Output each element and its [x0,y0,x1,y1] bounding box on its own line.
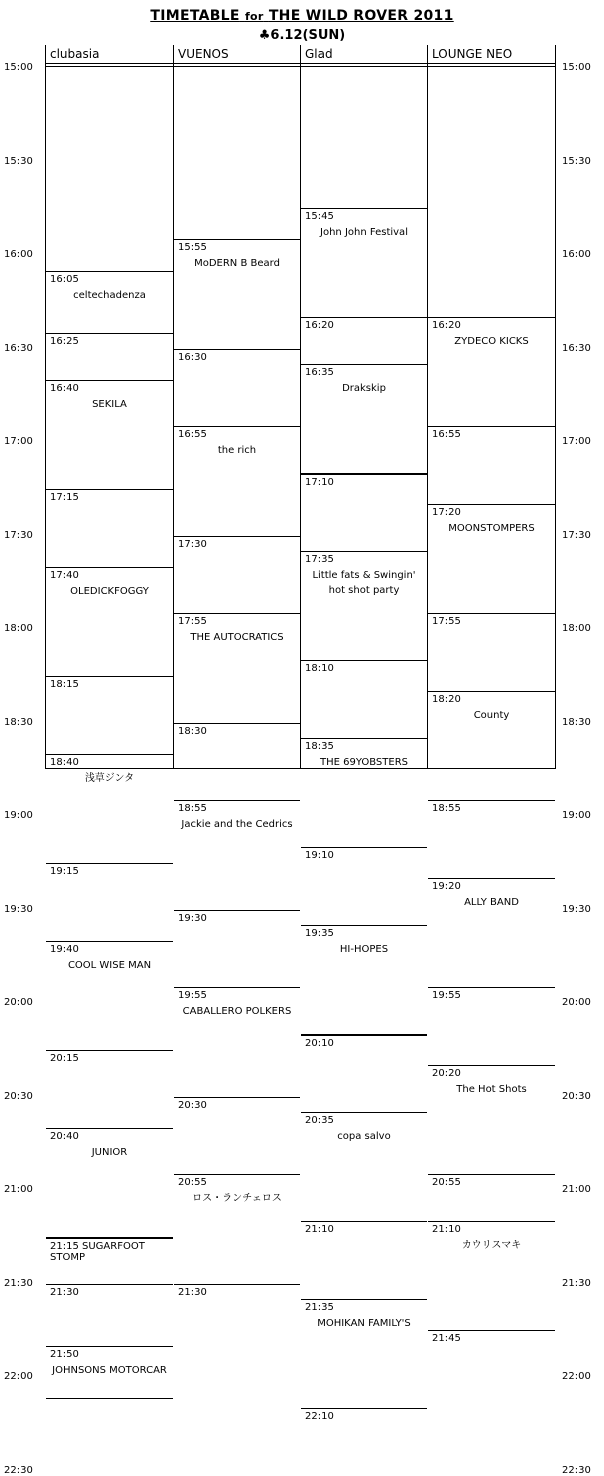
time-label-left: 17:30 [4,529,33,541]
time-label-left: 16:00 [4,249,33,260]
act-name: County [473,710,510,722]
slot-start-time: 20:55 [178,1177,207,1189]
time-slot [46,754,173,863]
act-name: John John Festival [320,227,408,239]
slot-start-time: 19:20 [432,881,461,893]
time-label-left: 20:30 [4,1090,33,1102]
time-slot [301,1221,427,1299]
stage-column [174,45,301,1298]
time-slot [46,676,173,754]
header-rule [428,66,555,67]
time-slot [428,878,555,987]
time-slot [174,910,300,988]
stage-name: Glad [301,45,427,64]
time-label-right: 20:30 [562,1090,591,1102]
time-slot [301,473,427,551]
slot-start-time: 16:20 [305,320,334,332]
time-slot [301,847,427,925]
act-name: copa salvo [337,1131,391,1143]
slot-start-time: 17:55 [178,616,207,628]
slot-start-time: 18:30 [178,725,207,737]
time-label-left: 22:00 [4,1371,33,1382]
slot-start-time: 20:20 [432,1068,461,1080]
slot-start-time: 16:55 [432,429,461,441]
slot-start-time: 18:55 [432,803,461,815]
slot-start-time: 16:20 [432,320,461,332]
act-name: MoDERN B Beard [194,258,280,270]
time-label-left: 18:30 [4,716,33,728]
slot-start-time: 15:55 [178,242,207,254]
time-label-right: 15:30 [562,155,591,167]
act-name: OLEDICKFOGGY [70,585,149,597]
act-name: ロス・ランチェロス [192,1193,282,1205]
act-name: ALLY BAND [464,897,519,909]
time-label-right: 17:00 [562,436,591,447]
slot-start-time: 19:55 [432,990,461,1002]
slot-start-time: 18:10 [305,663,334,675]
slot-start-time: 16:35 [305,367,334,379]
act-name: カウリスマキ [461,1240,522,1252]
act-name: the rich [217,445,257,457]
slot-start-time: 19:35 [305,928,334,940]
time-slot [174,536,300,614]
time-slot [428,317,555,426]
slot-start-time: 19:55 [178,990,207,1002]
time-slot [301,551,427,660]
act-name: THE 69YOBSTERS [319,757,409,769]
slot-start-time: 18:20 [432,694,461,706]
slot-start-time: 19:10 [305,850,334,862]
time-slot [301,738,427,847]
time-slot [46,333,173,380]
slot-start-time: 20:15 [50,1052,79,1064]
time-slot [428,1065,555,1174]
act-name: JOHNSONS MOTORCAR [52,1364,167,1376]
slot-start-time: 17:15 [50,491,79,503]
time-label-right: 18:00 [562,623,591,634]
time-slot [46,380,173,489]
stage-name: LOUNGE NEO [428,45,555,64]
act-name: Drakskip [342,383,386,395]
act-name: JUNIOR [91,1146,128,1158]
slot-start-time: 18:40 [50,756,79,768]
time-slot [301,317,427,364]
slot-start-time: 21:35 [305,1302,334,1314]
page-title: TIMETABLE for THE WILD ROVER 2011 [150,8,454,24]
time-slot [174,426,300,535]
slot-start-time: 19:30 [178,912,207,924]
time-label-left: 22:30 [4,1464,33,1476]
time-label-left: 21:00 [4,1184,33,1195]
slot-start-time: 17:30 [178,538,207,550]
time-slot [174,987,300,1096]
time-slot [174,239,300,348]
act-name: SEKILA [92,398,127,410]
time-slot [174,1097,300,1175]
slot-start-time: 16:40 [50,382,79,394]
slot-start-time: 21:45 [432,1333,461,1345]
slot-start-time: 21:10 [432,1224,461,1236]
slot-start-time: 18:15 [50,678,79,690]
time-slot [46,863,173,941]
act-name: ZYDECO KICKS [454,336,529,348]
time-label-left: 18:00 [4,623,33,634]
time-label-left: 20:00 [4,997,33,1008]
time-slot [301,925,427,1034]
time-slot [174,1174,300,1283]
act-name: HI-HOPES [339,944,389,956]
time-label-right: 21:30 [562,1277,591,1289]
act-name: 浅草ジンタ [84,772,135,784]
time-slot [46,567,173,676]
time-label-right: 21:00 [562,1184,591,1195]
slot-start-time: 16:30 [178,351,207,363]
time-slot [428,1221,555,1330]
time-label-right: 22:30 [562,1464,591,1476]
time-slot [46,941,173,1050]
slot-start-time: 21:30 [50,1286,79,1298]
time-slot [428,426,555,504]
time-label-left: 16:30 [4,342,33,354]
time-label-right: 15:00 [562,62,591,73]
time-label-right: 16:00 [562,249,591,260]
time-slot [46,1284,173,1346]
time-slot [46,271,173,333]
slot-start-time: 15:45 [305,211,334,223]
slot-start-time: 21:10 [305,1224,334,1236]
stage-name: VUENOS [174,45,300,64]
time-slot [428,1330,555,1345]
time-label-left: 15:30 [4,155,33,167]
stage-column [301,45,428,1423]
time-slot [174,723,300,801]
time-slot [46,1237,173,1284]
act-name: THE AUTOCRATICS [190,632,284,644]
time-label-right: 19:00 [562,810,591,821]
time-slot [428,691,555,800]
act-name: MOONSTOMPERS [448,523,535,535]
slot-start-time: 17:55 [432,616,461,628]
act-name: The Hot Shots [456,1084,527,1096]
time-slot [46,1050,173,1128]
time-slot [301,364,427,473]
slot-start-time: 16:25 [50,335,79,347]
act-name: COOL WISE MAN [67,959,152,971]
slot-start-time: 20:30 [178,1099,207,1111]
stage-column [46,45,174,1376]
time-slot [428,1174,555,1221]
time-label-left: 21:30 [4,1277,33,1289]
stage-name: clubasia [46,45,173,64]
slot-start-time: 20:55 [432,1177,461,1189]
slot-start-time: 21:15 SUGARFOOT STOMP [50,1240,145,1263]
slot-start-time: 20:40 [50,1130,79,1142]
time-slot [428,987,555,1065]
time-slot [46,1346,173,1398]
slot-start-time: 17:20 [432,507,461,519]
time-label-right: 17:30 [562,529,591,541]
act-name: Jackie and the Cedrics [181,819,293,831]
header-rule [174,66,300,67]
stage-column [428,45,556,1345]
time-slot [301,660,427,738]
header-rule [46,66,173,67]
event-date: ♣6.12(SUN) [258,28,346,43]
time-label-left: 17:00 [4,436,33,447]
act-name: MOHIKAN FAMILY'S [317,1318,411,1330]
slot-start-time: 18:35 [305,741,334,753]
time-label-right: 19:30 [562,903,591,915]
time-slot [46,1398,173,1399]
slot-start-time: 17:40 [50,569,79,581]
time-slot [174,800,300,909]
time-slot [174,349,300,427]
slot-start-time: 19:40 [50,943,79,955]
time-slot [174,1284,300,1298]
header-rule [301,66,427,67]
time-label-right: 18:30 [562,716,591,728]
time-slot [301,208,427,317]
time-label-right: 22:00 [562,1371,591,1382]
time-label-left: 15:00 [4,62,33,73]
slot-start-time: 21:50 [50,1348,79,1360]
slot-start-time: 20:35 [305,1115,334,1127]
time-slot [428,613,555,691]
slot-start-time: 19:15 [50,865,79,877]
slot-start-time: 16:05 [50,273,79,285]
time-slot [428,800,555,878]
time-slot [46,489,173,567]
act-name: CABALLERO POLKERS [182,1006,292,1018]
slot-start-time: 17:10 [305,477,334,489]
time-slot [301,1408,427,1423]
time-label-left: 19:00 [4,810,33,821]
time-label-right: 16:30 [562,342,591,354]
slot-start-time: 17:35 [305,554,334,566]
bottom-rule [45,768,555,769]
act-name: celtechadenza [73,289,146,301]
time-label-left: 19:30 [4,903,33,915]
slot-start-time: 20:10 [305,1038,334,1050]
slot-start-time: 21:30 [178,1286,207,1298]
time-slot [301,1112,427,1221]
slot-start-time: 22:10 [305,1411,334,1423]
time-slot [428,504,555,613]
time-slot [46,1128,173,1237]
slot-start-time: 16:55 [178,429,207,441]
time-slot [174,613,300,722]
time-slot [301,1299,427,1408]
act-name: Little fats & Swingin' hot shot party [312,570,416,597]
timetable-grid [45,45,556,1423]
time-slot [301,1034,427,1112]
slot-start-time: 18:55 [178,803,207,815]
time-label-right: 20:00 [562,997,591,1008]
